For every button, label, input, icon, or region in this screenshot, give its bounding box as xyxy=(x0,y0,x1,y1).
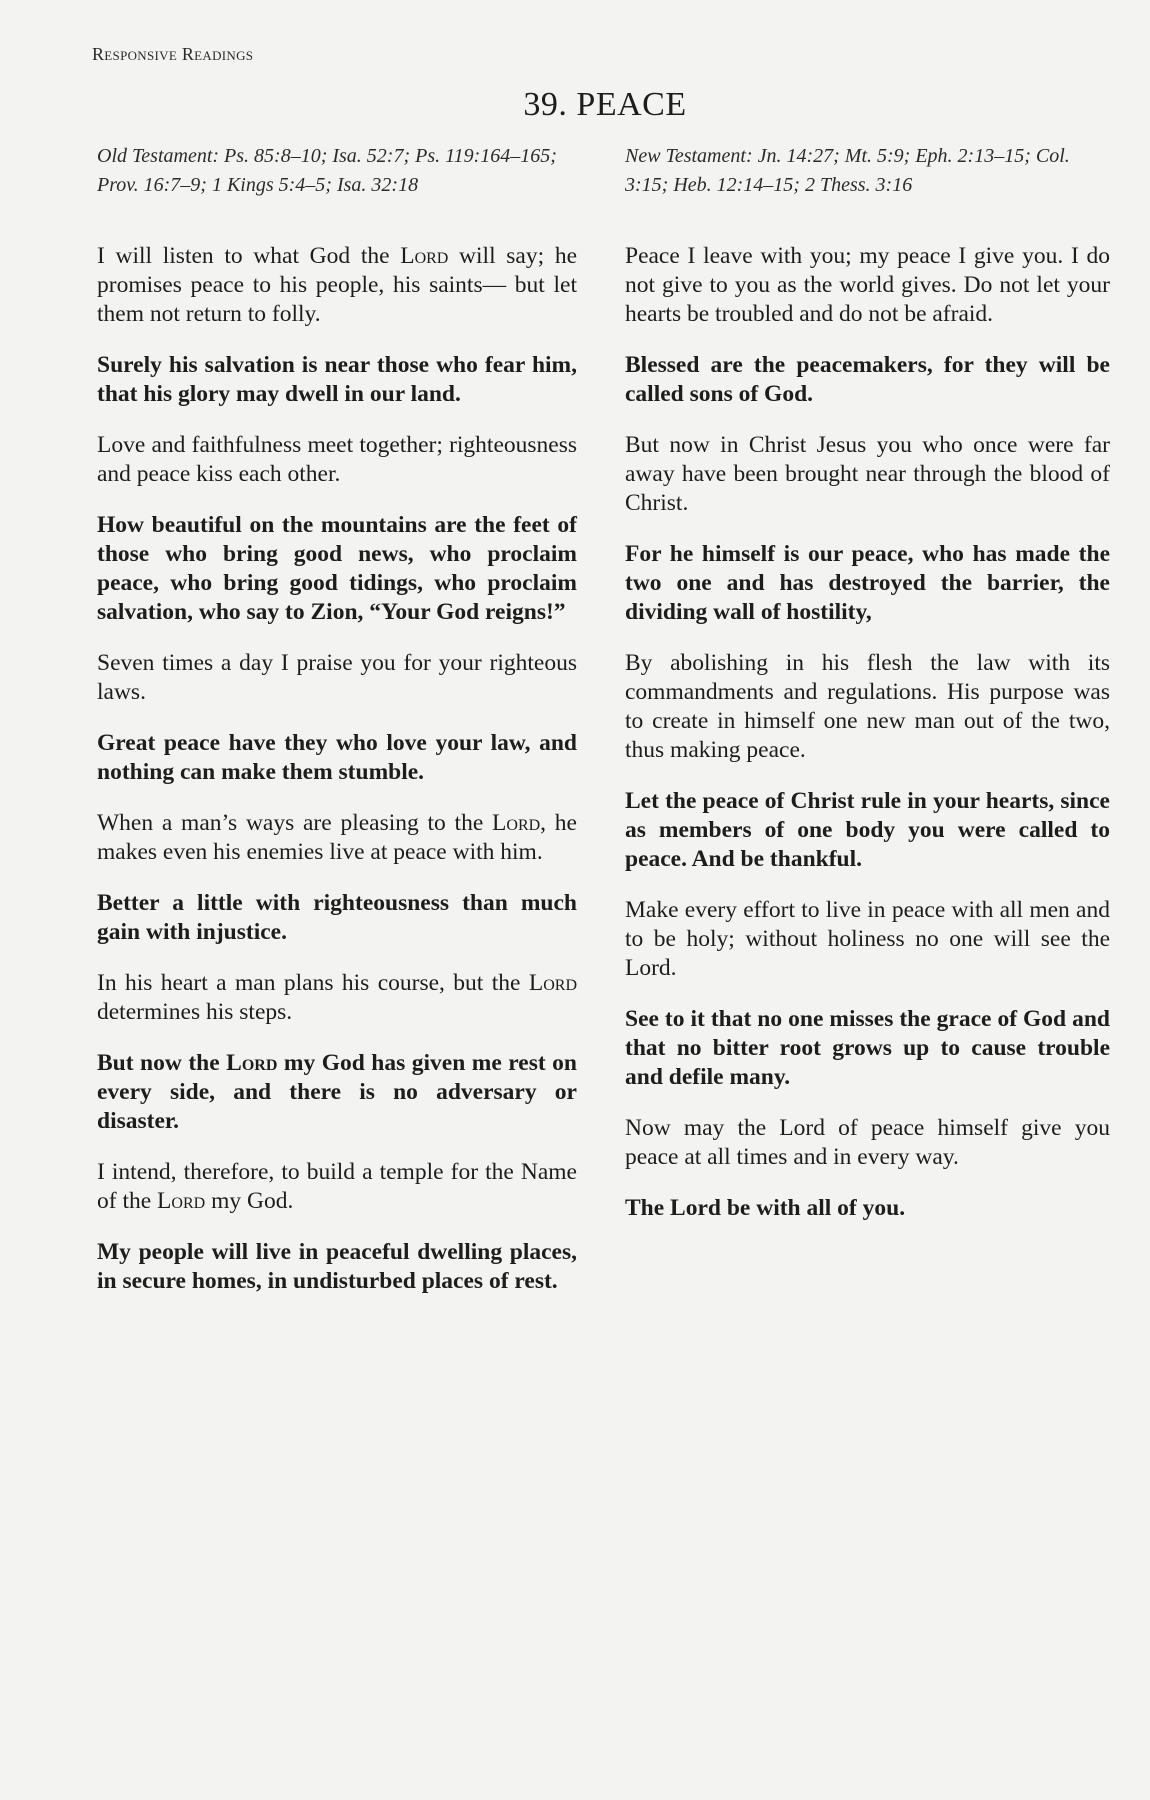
reading-text: Peace I leave with you; my peace I give you. I do not give to you as the world gives. Do not let your hearts be troubled and do not be afraid. xyxy=(625,243,1110,327)
reading-text: my God has given me rest on every side, and there is no adversary or disaster. xyxy=(97,1050,578,1134)
ot-people-response xyxy=(97,351,577,409)
nt-people-response xyxy=(625,1005,1110,1092)
nt-leader-reading xyxy=(625,431,1110,518)
reading-text: I will listen to what God the xyxy=(97,243,401,269)
nt-leader-reading xyxy=(625,1114,1110,1172)
ot-leader-reading xyxy=(97,969,577,1027)
new-testament-readings xyxy=(625,242,1110,1223)
reading-text: determines his steps. xyxy=(97,999,293,1025)
nt-leader-reading xyxy=(625,649,1110,765)
reading-text: Now may the Lord of peace himself give you peace at all times and in every way. xyxy=(625,1115,1110,1170)
old-testament-column xyxy=(97,142,577,1318)
reading-text: See to it that no one misses the grace of God and that no bitter root grows up to cause trouble and defile many. xyxy=(625,1006,1110,1090)
reading-text: But now the xyxy=(97,1050,227,1076)
ot-people-response xyxy=(97,1049,577,1136)
ot-leader-reading xyxy=(97,242,577,329)
reading-text: Seven times a day I praise you for your righteous laws. xyxy=(97,650,577,705)
divine-name: Lord xyxy=(157,1188,206,1214)
new-testament-refs: New Testament: Jn. 14:27; Mt. 5:9; Eph. 2:13–15; Col. 3:15; Heb. 12:14–15; 2 Thess. 3:16 xyxy=(625,145,1070,196)
reading-text: Better a little with righteousness than much gain with injustice. xyxy=(97,890,577,945)
reading-text: will say; he promises peace to his people, his saints— but let them not return to folly. xyxy=(97,243,578,327)
nt-people-response xyxy=(625,351,1110,409)
reading-text: Make every effort to live in peace with all men and to be holy; without holiness no one will see the Lord. xyxy=(625,897,1110,981)
reading-text: my God. xyxy=(205,1188,294,1214)
divine-name: Lord xyxy=(400,243,449,269)
divine-name: Lord xyxy=(528,970,577,996)
ot-leader-reading xyxy=(97,431,577,489)
divine-name: Lord xyxy=(226,1050,278,1076)
reading-text: When a man’s ways are pleasing to the xyxy=(97,810,493,836)
ot-people-response xyxy=(97,511,577,627)
reading-text: , he makes even his enemies live at peace with him. xyxy=(97,810,577,865)
reading-title-text: 39. PEACE xyxy=(523,86,687,123)
nt-leader-reading xyxy=(625,242,1110,329)
ot-leader-reading xyxy=(97,649,577,707)
reading-text: Surely his salvation is near those who fear him, that his glory may dwell in our land. xyxy=(97,352,577,407)
ot-people-response xyxy=(97,889,577,947)
reading-text: By abolishing in his flesh the law with its commandments and regulations. His purpose was to create in himself one new man out of the two, thus making peace. xyxy=(625,650,1110,763)
divine-name: Lord xyxy=(492,810,541,836)
reading-text: My people will live in peaceful dwelling places, in secure homes, in undisturbed places of rest. xyxy=(97,1239,577,1294)
reading-text: Blessed are the peacemakers, for they will be called sons of God. xyxy=(625,352,1110,407)
nt-people-response xyxy=(625,540,1110,627)
reading-title xyxy=(0,86,1150,124)
reading-text: I intend, therefore, to build a temple for the Name of the xyxy=(97,1159,577,1214)
nt-people-response xyxy=(625,787,1110,874)
ot-leader-reading xyxy=(97,809,577,867)
new-testament-column xyxy=(625,142,1110,1245)
nt-people-response xyxy=(625,1194,1110,1223)
reading-text: For he himself is our peace, who has made the two one and has destroyed the barrier, the dividing wall of hostility, xyxy=(625,541,1110,625)
old-testament-refs: Old Testament: Ps. 85:8–10; Isa. 52:7; Ps. 119:164–165; Prov. 16:7–9; 1 Kings 5:4–5; Isa. 32:18 xyxy=(97,145,557,196)
ot-people-response xyxy=(97,729,577,787)
reading-text: How beautiful on the mountains are the feet of those who bring good news, who proclaim peace, who bring good tidings, who proclaim salvation, who say to Zion, “Your God reigns!” xyxy=(97,512,577,625)
ot-people-response xyxy=(97,1238,577,1296)
ot-leader-reading xyxy=(97,1158,577,1216)
reading-text: In his heart a man plans his course, but the xyxy=(97,970,529,996)
reading-text: But now in Christ Jesus you who once were far away have been brought near through the blood of Christ. xyxy=(625,432,1110,516)
reading-text: Great peace have they who love your law, and nothing can make them stumble. xyxy=(97,730,577,785)
reading-text: The Lord be with all of you. xyxy=(625,1195,906,1221)
nt-leader-reading xyxy=(625,896,1110,983)
reading-text: Let the peace of Christ rule in your hearts, since as members of one body you were called to peace. And be thankful. xyxy=(625,788,1110,872)
reading-text: Love and faithfulness meet together; righteousness and peace kiss each other. xyxy=(97,432,577,487)
running-head: Responsive Readings xyxy=(92,44,254,64)
old-testament-readings xyxy=(97,242,577,1296)
